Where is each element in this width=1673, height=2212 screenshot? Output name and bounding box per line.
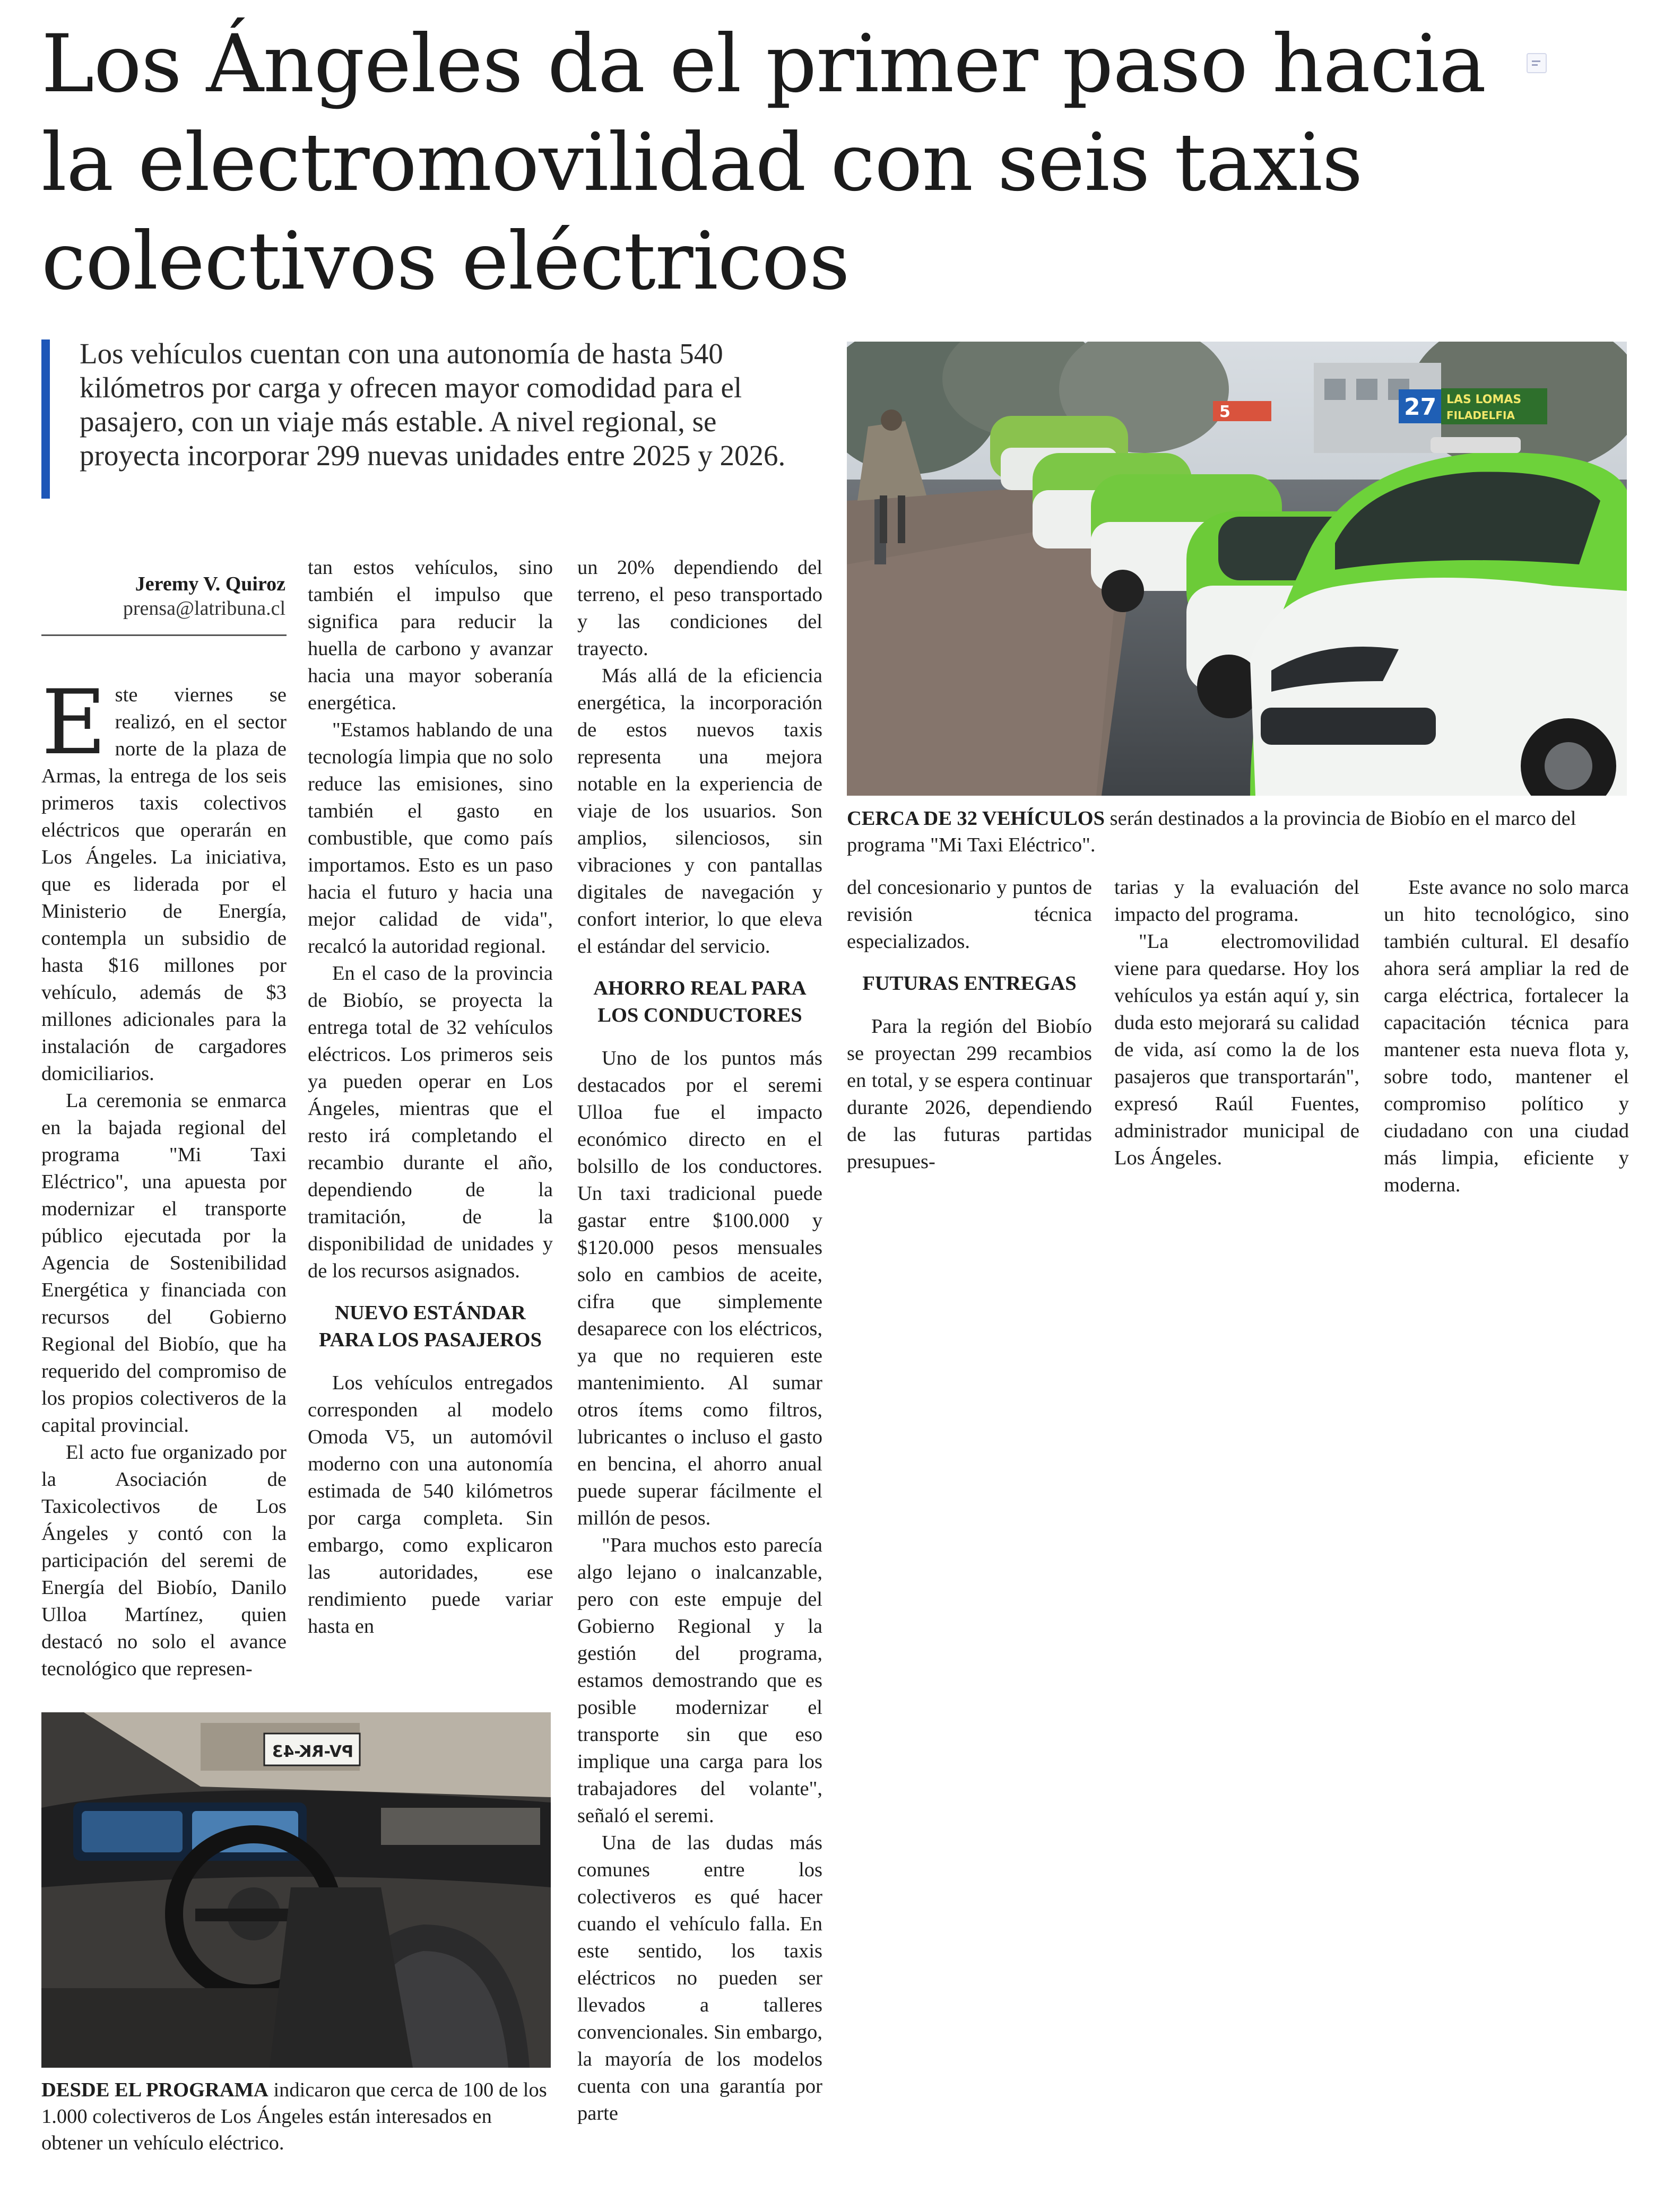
lead-paragraph: Los vehículos cuentan con una autonomía de hasta 540 kilómetros por carga y ofrecen mayor comodidad para el pasajero, con un viaje más estable. A nivel regional, se proyecta incorporar 299 nuevas unidades entre 2025 y 2026. <box>80 337 786 472</box>
caption-interior <box>41 2077 551 2156</box>
paragraph: un 20% dependiendo del terreno, el peso transportado y las condiciones del trayecto. <box>577 556 822 660</box>
byline <box>41 572 285 621</box>
plate-text: PV-RK-43 <box>272 1743 353 1761</box>
paragraph: "Estamos hablando de una tecnología limpia que no solo reduce las emisiones, sino también el gasto en combustible, que como país importamos. Esto es un paso hacia el futuro y hacia una mejor calidad de vida", recalcó la autoridad regional. <box>308 719 553 957</box>
paragraph: tarias y la evaluación del impacto del programa. <box>1114 876 1359 926</box>
paragraph: La ceremonia se enmarca en la bajada regional del programa "Mi Taxi Eléctrico", una apuesta por modernizar el transporte público ejecutada por la Agencia de Sostenibilidad Energética y financiada con recursos del Gobierno Regional del Biobío, que ha requerido del compromiso de los propios colectiveros de la capital provincial. <box>41 1090 287 1436</box>
byline-email: prensa@latribuna.cl <box>123 597 285 620</box>
paragraph: "Para muchos esto parecía algo lejano o inalcanzable, pero con este empuje del Gobierno Regional y la gestión del programa, estamos demostrando que es posible modernizar el transporte sin que eso implique una carga para los trabajadores del volante", señaló el seremi. <box>577 1534 822 1827</box>
caption-interior-bold: DESDE EL PROGRAMA <box>41 2079 268 2101</box>
caption-taxis-bold: CERCA DE 32 VEHÍCULOS <box>847 807 1105 830</box>
sign-route-line2: FILADELFIA <box>1446 409 1515 422</box>
sign-route-number: 27 <box>1404 394 1437 421</box>
paragraph: Una de las dudas más comunes entre los colectiveros es qué hacer cuando el vehículo falla. En este sentido, los taxis eléctricos no pueden ser llevados a talleres convencionales. Sin embargo, la mayoría de los modelos cuenta con una garantía por parte <box>577 1832 822 2124</box>
paragraph: "La electromovilidad viene para quedarse. Hoy los vehículos ya están aquí y, sin duda esto mejorará su calidad de vida, así como la de los pasajeros que transportarán", expresó Raúl Fuentes, administrador municipal de Los Ángeles. <box>1114 930 1359 1169</box>
photo-interior <box>41 1712 551 2068</box>
column-4 <box>847 874 1092 1256</box>
subheading: NUEVO ESTÁNDAR PARA LOS PASAJEROS <box>318 1302 542 1351</box>
caption-taxis-text: serán destinados a la provincia de Biobío en el marco del programa "Mi Taxi Eléctrico". <box>847 807 1576 856</box>
column-5 <box>1114 874 1359 1256</box>
dropcap: E <box>41 682 107 774</box>
paragraph: Uno de los puntos más destacados por el seremi Ulloa fue el impacto económico directo en el bolsillo de los conductores. Un taxi tradicional puede gastar entre $100.000 y $120.000 pesos mensuales solo en cambios de aceite, cifra que simplemente desaparece con los eléctricos, ya que no requieren este mantenimiento. Al sumar otros ítems como filtros, lubricantes o incluso el gasto en bencina, el ahorro anual puede superar fácilmente el millón de pesos. <box>577 1047 822 1529</box>
caption-interior-text: indicaron que cerca de 100 de los 1.000 colectiveros de Los Ángeles están interesados en obtener un vehículo eléctrico. <box>41 2079 547 2154</box>
sign-route-line1: LAS LOMAS <box>1446 393 1522 406</box>
caption-taxis <box>847 805 1627 858</box>
paragraph <box>41 682 287 1087</box>
note-icon[interactable] <box>1527 53 1547 73</box>
paragraph: Más allá de la eficiencia energética, la incorporación de estos nuevos taxis representa una mejora notable en la experiencia de viaje de los usuarios. Son amplios, silenciosos, sin vibraciones y con pantallas digitales de navegación y confort interior, lo que eleva el estándar del servicio. <box>577 665 822 957</box>
byline-divider <box>41 634 287 636</box>
paragraph: Para la región del Biobío se proyectan 299 recambios en total, y se espera continuar durante 2026, dependiendo de las futuras partidas presupues- <box>847 1015 1092 1173</box>
lead-accent-bar <box>41 339 50 499</box>
paragraph: Este avance no solo marca un hito tecnológico, sino también cultural. El desafío ahora será ampliar la red de carga eléctrica, fortalecer la capacitación técnica para mantener esta nueva flota y, sobre todo, mantener el compromiso político y ciudadano con una ciudad más limpia, eficiente y moderna. <box>1384 876 1629 1196</box>
photo-taxis-illustration <box>847 342 1627 796</box>
paragraph: tan estos vehículos, sino también el impulso que significa para reducir la huella de carbono y avanzar hacia una mayor soberanía energética. <box>308 556 553 714</box>
paragraph: Los vehículos entregados corresponden al modelo Omoda V5, un automóvil moderno con una autonomía estimada de 540 kilómetros por carga completa. Sin embargo, como explicaron las autoridades, ese rendimiento puede variar hasta en <box>308 1372 553 1638</box>
column-1 <box>41 682 287 1690</box>
paragraph: El acto fue organizado por la Asociación de Taxicolectivos de Los Ángeles y contó con la participación del seremi de Energía del Biobío, Danilo Ulloa Martínez, quien destacó no solo el avance tecnológico que represen- <box>41 1441 287 1680</box>
photo-interior-illustration <box>41 1712 551 2068</box>
sign-small: 5 <box>1219 403 1230 421</box>
column-6 <box>1384 874 1629 1256</box>
paragraph: En el caso de la provincia de Biobío, se proyecta la entrega total de 32 vehículos eléctricos. Los primeros seis ya pueden operar en Los Ángeles, mientras que el resto irá completando el recambio durante el año, dependiendo de la tramitación, de la disponibilidad de unidades y de los recursos asignados. <box>308 962 553 1282</box>
headline: Los Ángeles da el primer paso hacia la electromovilidad con seis taxis colectivos eléctricos <box>41 18 1486 308</box>
paragraph: del concesionario y puntos de revisión técnica especializados. <box>847 876 1092 953</box>
subheading: AHORRO REAL PARA LOS CONDUCTORES <box>593 977 807 1026</box>
byline-author: Jeremy V. Quiroz <box>135 573 285 595</box>
subheading: FUTURAS ENTREGAS <box>862 972 1077 995</box>
paragraph-text: ste viernes se realizó, en el sector norte de la plaza de Armas, la entrega de los seis primeros taxis colectivos eléctricos que operarán en Los Ángeles. La iniciativa, que es liderada por el Ministerio de Energía, contempla un subsidio de hasta $16 millones por vehículo, además de $3 millones adicionales para la instalación de cargadores domiciliarios. <box>41 684 287 1085</box>
photo-taxis <box>847 342 1627 796</box>
column-2 <box>308 554 553 1690</box>
column-3 <box>577 554 822 2178</box>
